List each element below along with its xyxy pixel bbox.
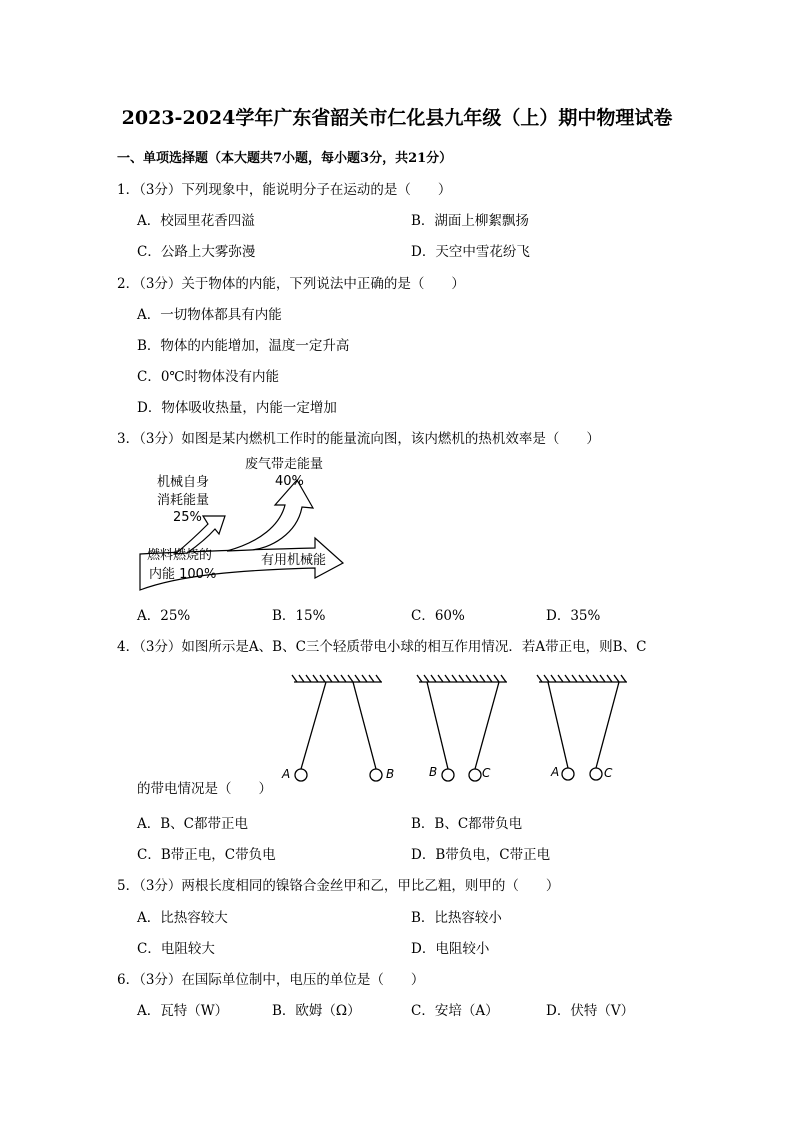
question-4-stem: 4．（3分）如图所示是A、B、C三个轻质带电小球的相互作用情况．若A带正电，则B、C xyxy=(117,639,647,655)
charged-balls-diagram xyxy=(278,668,633,786)
fuel-energy-label-1: 燃料燃烧的 xyxy=(147,548,213,563)
question-6-stem: 6．（3分）在国际单位制中，电压的单位是（ ） xyxy=(117,972,425,988)
q6-option-c: C．安培（A） xyxy=(411,1003,499,1019)
q3-option-c: C．60% xyxy=(411,608,465,624)
q5-option-d: D．电阻较小 xyxy=(411,941,490,957)
q2-option-c: C．0℃时物体没有内能 xyxy=(137,369,280,385)
q6-option-b: B．欧姆（Ω） xyxy=(272,1003,361,1019)
ball-label-c-2: C xyxy=(482,766,491,780)
q3-option-b: B．15% xyxy=(272,608,326,624)
q1-option-d: D．天空中雪花纷飞 xyxy=(411,244,530,260)
q2-option-d: D．物体吸收热量，内能一定增加 xyxy=(137,400,337,416)
q4-option-b: B．B、C都带负电 xyxy=(411,816,523,832)
useful-energy-label: 有用机械能 xyxy=(261,553,327,568)
q4-option-d: D．B带负电，C带正电 xyxy=(411,847,551,863)
question-1-stem: 1．（3分）下列现象中，能说明分子在运动的是（ ） xyxy=(117,182,452,198)
ball-label-a-3: A xyxy=(551,765,560,779)
q6-option-d: D．伏特（V） xyxy=(546,1003,635,1019)
section-heading: 一、单项选择题（本大题共7小题，每小题3分，共21分） xyxy=(117,151,453,166)
self-consumption-label-1: 机械自身 xyxy=(157,475,210,490)
q6-option-a: A．瓦特（W） xyxy=(137,1003,229,1019)
self-consumption-percent: 25% xyxy=(173,510,202,525)
q1-option-c: C．公路上大雾弥漫 xyxy=(137,244,256,260)
page-title: 2023-2024学年广东省韶关市仁化县九年级（上）期中物理试卷 xyxy=(121,107,673,129)
question-3-stem: 3．（3分）如图是某内燃机工作时的能量流向图，该内燃机的热机效率是（ ） xyxy=(117,431,600,447)
q4-option-a: A．B、C都带正电 xyxy=(137,816,248,832)
exhaust-label: 废气带走能量 xyxy=(245,457,324,472)
question-2-stem: 2．（3分）关于物体的内能，下列说法中正确的是（ ） xyxy=(117,276,465,292)
q5-option-a: A．比热容较大 xyxy=(137,910,228,926)
q2-option-b: B．物体的内能增加，温度一定升高 xyxy=(137,338,350,354)
ball-label-a-1: A xyxy=(282,767,291,781)
q5-option-c: C．电阻较大 xyxy=(137,941,215,957)
ball-label-b-2: B xyxy=(429,765,438,779)
q3-option-d: D．35% xyxy=(546,608,601,624)
q3-option-a: A．25% xyxy=(137,608,191,624)
exhaust-percent: 40% xyxy=(275,474,304,489)
question-4-stem-cont: 的带电情况是（ ） xyxy=(137,781,272,797)
q2-option-a: A．一切物体都具有内能 xyxy=(137,307,282,323)
q1-option-b: B．湖面上柳絮飘扬 xyxy=(411,213,529,229)
ball-label-c-3: C xyxy=(604,766,613,780)
self-consumption-label-2: 消耗能量 xyxy=(157,493,210,508)
energy-flow-diagram xyxy=(135,450,365,595)
fuel-energy-label-2: 内能 100% xyxy=(149,567,217,582)
q1-option-a: A．校园里花香四溢 xyxy=(137,213,255,229)
q5-option-b: B．比热容较小 xyxy=(411,910,502,926)
q4-option-c: C．B带正电，C带负电 xyxy=(137,847,276,863)
question-5-stem: 5．（3分）两根长度相同的镍铬合金丝甲和乙，甲比乙粗，则甲的（ ） xyxy=(117,878,560,894)
ball-label-b-1: B xyxy=(386,767,395,781)
